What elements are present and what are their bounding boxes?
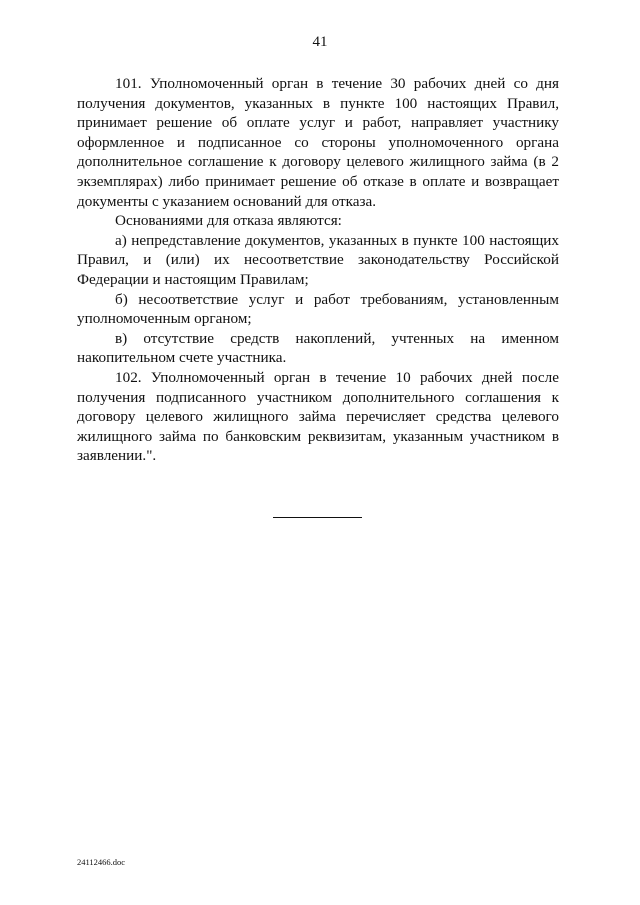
paragraph-item-b: б) несоответствие услуг и работ требованиям, установленным уполномоченным органом; xyxy=(77,290,559,328)
paragraph-refusal-grounds-intro: Основаниями для отказа являются: xyxy=(115,212,342,230)
end-separator-line xyxy=(273,517,362,518)
paragraph-101: 101. Уполномоченный орган в течение 30 рабочих дней со дня получения документов, указанных в пункте 100 настоящих Правил, принимает решение об оплате услуг и работ, направляет участнику оформленное и подписанное со стороны уполномоченного органа дополнительное соглашение к договору целевого жилищного займа (в 2 экземплярах) либо принимает решение об отказе в оплате и возвращает документы с указанием оснований для отказа. xyxy=(77,75,559,210)
paragraph-item-a: а) непредставление документов, указанных в пункте 100 настоящих Правил, и (или) их несоответствие законодательству Российской Федерации и настоящим Правилам; xyxy=(77,231,559,288)
paragraph-item-c: в) отсутствие средств накоплений, учтенных на именном накопительном счете участника. xyxy=(77,329,559,367)
document-file-code: 24112466.doc xyxy=(77,857,126,867)
page-number: 41 xyxy=(312,34,328,50)
paragraph-102: 102. Уполномоченный орган в течение 10 рабочих дней после получения подписанного участником дополнительного соглашения к договору целевого жилищного займа перечисляет средства целевого жилищного займа по банковским реквизитам, указанным участником в заявлении.". xyxy=(77,368,559,465)
document-body xyxy=(77,74,559,466)
